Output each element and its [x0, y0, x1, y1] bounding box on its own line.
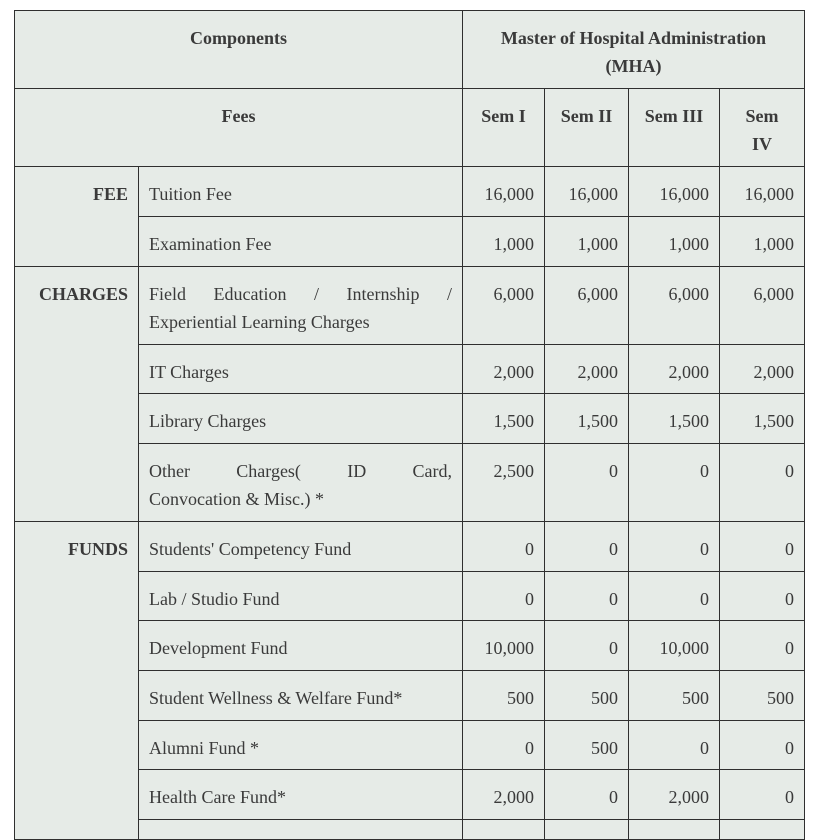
- row-label: IT Charges: [139, 345, 463, 394]
- fees-header: Fees: [15, 89, 463, 167]
- sem1-value: 16,000: [463, 167, 545, 217]
- program-name: Master of Hospital Administration: [500, 28, 767, 48]
- sem2-value: 0: [545, 770, 629, 820]
- sem4-value: 6,000: [720, 267, 805, 345]
- sem2-value: 500: [545, 671, 629, 721]
- sem3-value: 1,500: [629, 394, 720, 444]
- sem1-value: 6,000: [463, 267, 545, 345]
- sem4-value: 0: [720, 572, 805, 621]
- sem4-header: [720, 89, 805, 167]
- sem2-value: 0: [545, 444, 629, 522]
- sem2-value: 0: [545, 522, 629, 572]
- sem2-value: 16,000: [545, 167, 629, 217]
- sem3-header: Sem III: [629, 89, 720, 167]
- sem4-value: 16,000: [720, 167, 805, 217]
- sem2-header: Sem II: [545, 89, 629, 167]
- partial-cell: [720, 820, 805, 840]
- semester-header-row: [15, 89, 805, 167]
- sem1-header: Sem I: [463, 89, 545, 167]
- sem4-value: 0: [720, 721, 805, 770]
- sem1-value: 1,500: [463, 394, 545, 444]
- sem2-value: 1,500: [545, 394, 629, 444]
- sem1-value: 0: [463, 522, 545, 572]
- row-label: Student Wellness & Welfare Fund*: [139, 671, 463, 721]
- row-label-line2: Convocation & Misc.) *: [149, 489, 324, 509]
- fee-structure-container: [14, 10, 805, 840]
- sem2-value: 1,000: [545, 217, 629, 267]
- table-row: [15, 267, 805, 345]
- sem3-value: 10,000: [629, 621, 720, 671]
- sem4-value: 0: [720, 770, 805, 820]
- program-abbr: (MHA): [605, 56, 662, 76]
- row-label: Lab / Studio Fund: [139, 572, 463, 621]
- sem4-value: 0: [720, 444, 805, 522]
- sem3-value: 6,000: [629, 267, 720, 345]
- sem1-value: 0: [463, 721, 545, 770]
- sem3-value: 2,000: [629, 770, 720, 820]
- sem1-value: 2,500: [463, 444, 545, 522]
- sem4-value: 0: [720, 522, 805, 572]
- row-label: Library Charges: [139, 394, 463, 444]
- partial-cell: [463, 820, 545, 840]
- row-label: Alumni Fund *: [139, 721, 463, 770]
- sem2-value: 0: [545, 621, 629, 671]
- row-label: [139, 267, 463, 345]
- sem3-value: 0: [629, 522, 720, 572]
- row-label: Health Care Fund*: [139, 770, 463, 820]
- sem3-value: 1,000: [629, 217, 720, 267]
- sem4-header-line2: IV: [751, 134, 772, 154]
- sem1-value: 500: [463, 671, 545, 721]
- sem3-value: 0: [629, 572, 720, 621]
- category-fee: FEE: [15, 167, 139, 267]
- sem4-value: 500: [720, 671, 805, 721]
- sem1-value: 1,000: [463, 217, 545, 267]
- sem4-value: 2,000: [720, 345, 805, 394]
- row-label-line1: Field Education / Internship /: [149, 284, 452, 304]
- row-label: [139, 444, 463, 522]
- sem1-value: 2,000: [463, 770, 545, 820]
- sem4-value: 1,000: [720, 217, 805, 267]
- sem1-value: 0: [463, 572, 545, 621]
- row-label: Tuition Fee: [139, 167, 463, 217]
- sem2-value: 0: [545, 572, 629, 621]
- category-charges: CHARGES: [15, 267, 139, 522]
- sem3-value: 500: [629, 671, 720, 721]
- sem2-value: 6,000: [545, 267, 629, 345]
- row-label-line2: Experiential Learning Charges: [149, 312, 370, 332]
- program-header: [463, 11, 805, 89]
- sem1-value: 2,000: [463, 345, 545, 394]
- sem4-value: 0: [720, 621, 805, 671]
- fee-structure-table: [14, 10, 805, 840]
- sem3-value: 2,000: [629, 345, 720, 394]
- row-label: Development Fund: [139, 621, 463, 671]
- sem3-value: 16,000: [629, 167, 720, 217]
- table-row: [15, 167, 805, 217]
- sem1-value: 10,000: [463, 621, 545, 671]
- sem2-value: 500: [545, 721, 629, 770]
- components-header: Components: [15, 11, 463, 89]
- sem3-value: 0: [629, 444, 720, 522]
- sem2-value: 2,000: [545, 345, 629, 394]
- partial-cell: [629, 820, 720, 840]
- sem4-value: 1,500: [720, 394, 805, 444]
- partial-cell: [545, 820, 629, 840]
- partial-cell: [139, 820, 463, 840]
- row-label-line1: Other Charges( ID Card,: [149, 461, 452, 481]
- row-label: Examination Fee: [139, 217, 463, 267]
- category-funds: FUNDS: [15, 522, 139, 840]
- row-label: Students' Competency Fund: [139, 522, 463, 572]
- sem4-header-line1: Sem: [745, 106, 779, 126]
- table-header-row: [15, 11, 805, 89]
- sem3-value: 0: [629, 721, 720, 770]
- table-row: [15, 522, 805, 572]
